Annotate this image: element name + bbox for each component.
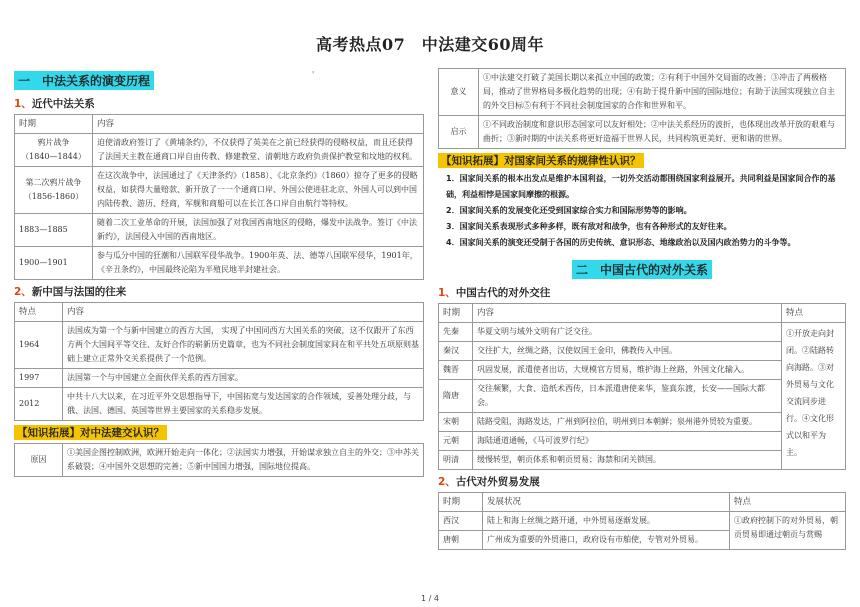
reason-content: ①美国企图控制欧洲，欧洲开始走向一体化；②法国实力增强，开始谋求独立自主的外交；③中苏关系破裂；④中国外交思想的完善；⑤新中国国力增强，国际地位提高。 (63, 444, 424, 477)
right-column (438, 68, 846, 550)
sub2-heading (14, 284, 424, 299)
content-cell: 参与瓜分中国的狂潮和八国联军侵华战争。1900年英、法、德等八国联军侵华，1901年，《辛丑条约》，中国最终沦陷为半殖民地半封建社会。 (93, 247, 424, 280)
ancient-sub1-text: 中国古代的对外交往 (455, 287, 551, 299)
table-header-row (439, 493, 846, 512)
table-row (439, 323, 846, 342)
content-cell: 中共十八大以来，在习近平外交思想指导下，中国拓宽与发达国家的合作领域，妥善处理分歧，与俄、法国、德国、英国等世界主要国家的关系稳步发展。 (63, 388, 424, 421)
period-years: （1840—1844） (21, 152, 86, 161)
table-header-row (15, 115, 424, 134)
list-item: 2．国家间关系的发展变化还受到国家综合实力和国际形势等的影响。 (446, 206, 692, 215)
table-row (15, 444, 424, 477)
significance-label: 意义 (439, 69, 479, 116)
modern-relations-table (14, 114, 424, 280)
list-item: 3．国家间关系表现形式多种多样，既有敌对和战争，也有各种形式的友好往来。 (446, 222, 732, 231)
content-cell: 随着二次工业革命的开展，法国加强了对我国西南地区的侵略，爆发中法战争。签订《中法新约》，法国侵入中国的西南地区。 (93, 214, 424, 247)
list-item: 4．国家间关系的演变还受制于各国的历史传统、意识形态、地缘政治以及国内政治势力的斗争等。 (446, 238, 796, 247)
sub2-number: 2、 (14, 286, 32, 298)
ancient-trade-table (438, 492, 846, 550)
period-cell: 1883—1885 (15, 214, 93, 247)
period-cell: 元朝 (439, 432, 473, 451)
table-row (15, 247, 424, 280)
reason-label: 原因 (15, 444, 63, 477)
header-content: 内容 (473, 304, 782, 323)
header-period: 时期 (439, 304, 473, 323)
content-cell: 在这次战争中，法国通过了《天津条约》（1858）、《北京条约》（1860）掠夺了更多的侵略权益，如获得大量赔款、新开放了一一个通商口岸、外国公使进驻北京、外国人可以到中国内陆传教、游历、经商，军舰和商船可以在长江各口岸自由航行等特权。 (93, 167, 424, 214)
sub1-heading (14, 96, 424, 111)
period-cell: 1900—1901 (15, 247, 93, 280)
content-cell: 交往扩大，丝绸之路，汉使奴国王金印，佛教传入中国。 (473, 342, 782, 361)
period-cell: 秦汉 (439, 342, 473, 361)
regularity-list (438, 171, 846, 251)
knowledge-expansion-1-label: 【知识拓展】对中法建交认识？ (14, 425, 167, 440)
list-item: 1．国家间关系的根本出发点是维护本国利益，一切外交活动都围绕国家利益展开。共同利益是国家间合作的基础，利益相悖是国家间摩擦的根源。 (446, 174, 836, 199)
section1-heading: 一 中法关系的演变历程 (14, 71, 154, 90)
period-name: 鸦片战争 (37, 138, 70, 147)
header-status: 发展状况 (483, 493, 730, 512)
year-cell: 1997 (15, 369, 63, 388)
content-cell: 陆路受阻，海路发达，广州到阿拉伯，明州到日本朝鲜；泉州港外贸较为重要。 (473, 413, 782, 432)
sub1-text: 近代中法关系 (31, 98, 95, 110)
period-cell: 魏晋 (439, 361, 473, 380)
header-content: 内容 (63, 303, 424, 322)
period-cell (15, 167, 93, 214)
period-cell: 唐朝 (439, 531, 483, 550)
year-cell: 1964 (15, 322, 63, 369)
ancient-sub1-number: 1、 (438, 287, 456, 299)
table-row (15, 322, 424, 369)
significance-content: ①中法建交打破了美国长期以来孤立中国的政策；②有利于中国外交局面的改善；③冲击了两极格局，推动了世界格局多极化趋势的出现；④有助于提升新中国的国际地位；有助于法国实现独立自主的外交目标⑤有利于不同社会制度国家的合作和世界和平。 (479, 69, 846, 116)
year-cell: 2012 (15, 388, 63, 421)
header-feature: 特点 (15, 303, 63, 322)
content-cell: 缓慢转型，朝贡体系和朝贡贸易；海禁和闭关锁国。 (473, 451, 782, 470)
left-column (14, 68, 424, 477)
period-name: 第二次鸦片战争 (25, 178, 82, 187)
header-period: 时期 (439, 493, 483, 512)
sub2-text: 新中国与法国的往来 (31, 286, 127, 298)
header-period: 时期 (15, 115, 93, 134)
period-cell: 宋朝 (439, 413, 473, 432)
content-cell: 法国成为第一个与新中国建立的西方大国， 实现了中国同西方大国关系的突破，这不仅跟开了东西方两个大国间平等交往、友好合作的崭新历史篇章，也为不同社会制度国家间在和平共处五项原则基础上建立正常外交关系提供了一个范例。 (63, 322, 424, 369)
section2-heading: 二 中国古代的对外关系 (572, 260, 712, 279)
table-row (15, 388, 424, 421)
table-row (15, 134, 424, 167)
lesson-label: 启示 (439, 116, 479, 149)
table-row (439, 512, 846, 531)
ancient-sub2-number: 2、 (438, 476, 456, 488)
period-cell: 先秦 (439, 323, 473, 342)
header-feature: 特点 (782, 304, 846, 323)
header-feature: 特点 (730, 493, 846, 512)
ancient-sub2-heading (438, 474, 846, 489)
ancient-sub1-heading (438, 285, 846, 300)
section2-heading-wrap (438, 257, 846, 281)
table-row (439, 116, 846, 149)
table-row (439, 69, 846, 116)
content-cell: 广州成为重要的外贸港口，政府设有市舶使，专管对外贸易。 (483, 531, 730, 550)
period-years: （1856-1860） (23, 192, 84, 201)
table-header-row (15, 303, 424, 322)
period-cell (15, 134, 93, 167)
lesson-content: ①不同政治制度和意识形态国家可以友好相处；②中法关系经历的波折，也体现出改革开放的艰难与曲折；③新时期的中法关系将更好造福于世界人民，共同构筑更美好、更和谐的世界。 (479, 116, 846, 149)
table-row (15, 369, 424, 388)
table-header-row (439, 304, 846, 323)
sub1-number: 1、 (14, 98, 32, 110)
period-cell: 隋唐 (439, 380, 473, 413)
ancient-sub2-text: 古代对外贸易发展 (455, 476, 540, 488)
new-china-france-table (14, 302, 424, 421)
table-row (15, 167, 424, 214)
ancient-exchange-table (438, 303, 846, 470)
period-cell: 西汉 (439, 512, 483, 531)
table-row (15, 214, 424, 247)
knowledge-reason-table (14, 443, 424, 477)
features-cell: ①开放走向封闭。②陆路转向海路。③对外贸易与文化交流同步进行。④文化形式以和平为主。 (782, 323, 846, 470)
content-cell: 华夏文明与域外文明有广泛交往。 (473, 323, 782, 342)
content-cell: 迫使清政府签订了《黄埔条约》，不仅获得了英美在之前已经获得的侵略权益，而且还获得了法国天主教在通商口岸自由传教、修建教堂、清朝地方政府负责保护教堂和坟地的权利。 (93, 134, 424, 167)
knowledge-significance-table (438, 68, 846, 149)
knowledge-expansion-2-label: 【知识拓展】对国家间关系的规律性认识？ (438, 153, 644, 168)
features-cell: ①政府控制下的对外贸易，朝贡贸易即通过朝贡与赏赐 (730, 512, 846, 550)
page-title: 高考热点07 中法建交60周年 (315, 35, 545, 54)
content-cell: 海陆通道通畅，《马可波罗行纪》 (473, 432, 782, 451)
content-cell: 法国第一个与中国建立全面伙伴关系的西方国家。 (63, 369, 424, 388)
period-cell: 明清 (439, 451, 473, 470)
content-cell: 交往频繁，大食、造纸术西传，日本派遣唐使来华，鉴真东渡，长安——国际大都会。 (473, 380, 782, 413)
content-cell: 巩固发展，派遣使者出访，大规模官方贸易，维护海上丝路，外国文化输入。 (473, 361, 782, 380)
content-cell: 陆上和海上丝绸之路开通，中外贸易逐渐发展。 (483, 512, 730, 531)
page-number: 1 / 4 (421, 594, 439, 603)
decorative-dot: ' (312, 70, 315, 79)
header-content: 内容 (93, 115, 424, 134)
